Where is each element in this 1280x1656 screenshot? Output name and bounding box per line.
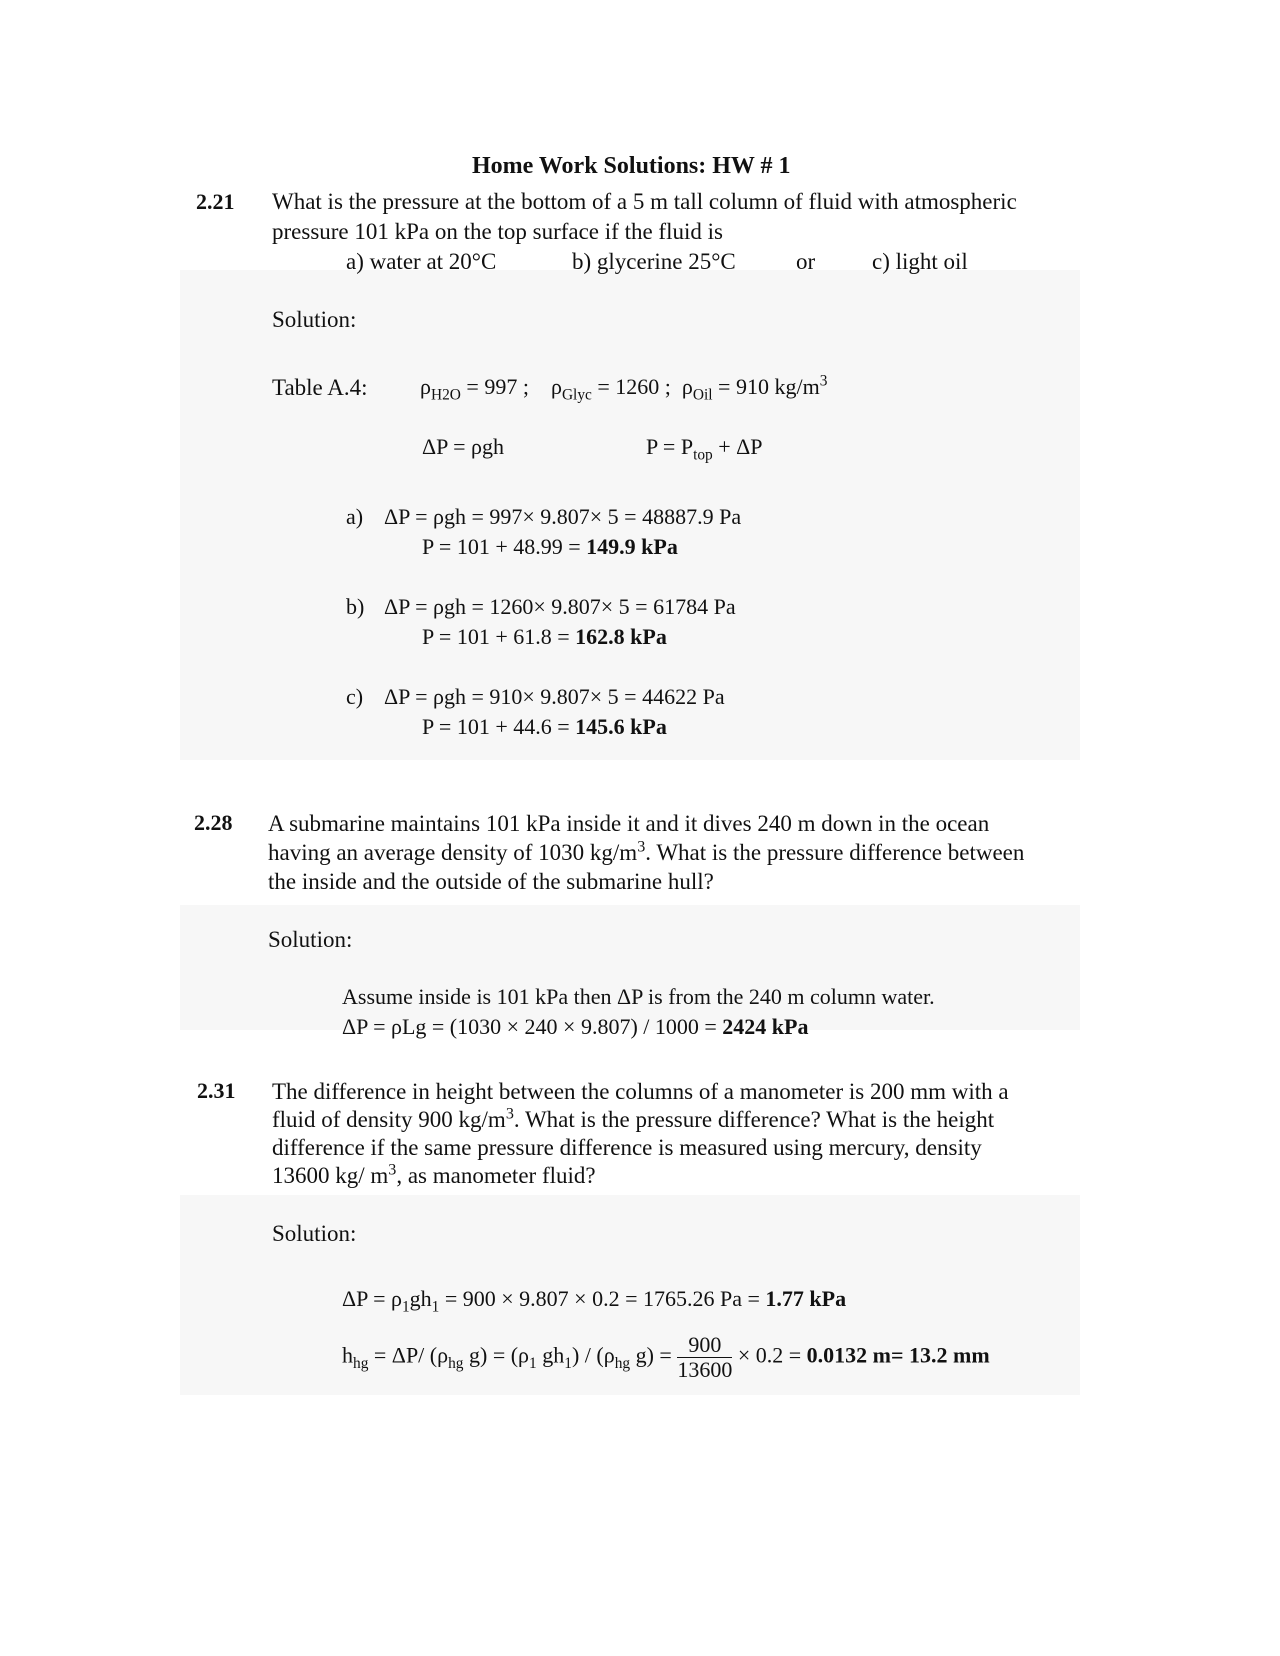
- question-line: The difference in height between the columns of a manometer is 200 mm with a: [272, 1079, 1009, 1104]
- part-a-label: a): [346, 504, 364, 529]
- question-line: 13600 kg/ $m^3$, as manometer fluid?: [272, 1161, 596, 1188]
- fraction: [677, 1333, 732, 1382]
- fraction-denominator: 13600: [677, 1357, 733, 1383]
- problem-number-2-21: 2.21: [196, 189, 235, 214]
- option-c: c) light oil: [872, 249, 968, 274]
- question-line: having an average density of 1030 $kg/m^3$. What is the pressure difference between: [268, 838, 1025, 865]
- table-label: Table A.4:: [272, 375, 368, 400]
- part-c-label: c): [346, 684, 364, 709]
- question-line: pressure 101 kPa on the top surface if the fluid is: [272, 219, 723, 244]
- page-title: Home Work Solutions: HW # 1: [472, 153, 791, 179]
- option-b: b) glycerine 25°C: [572, 249, 736, 274]
- solution-line: ΔP = ρLg = (1030 × 240 × 9.807) / 1000 = 2424 kPa: [342, 1014, 809, 1039]
- solution-label: Solution:: [272, 1221, 357, 1246]
- formula-p-total: $P = P_{top} + \Delta P$: [646, 434, 763, 464]
- question-line: What is the pressure at the bottom of a 5 m tall column of fluid with atmospheric: [272, 189, 1017, 214]
- part-c-line1: ΔP = ρgh = 910× 9.807× 5 = 44622 Pa: [384, 684, 725, 709]
- formula-delta-p: ΔP = ρgh: [422, 434, 504, 459]
- solution-line: Assume inside is 101 kPa then ΔP is from the 240 m column water.: [342, 984, 935, 1009]
- solution-bg-2: [180, 905, 1080, 1030]
- option-a: a) water at 20°C: [346, 249, 497, 274]
- question-line: difference if the same pressure difference is measured using mercury, density: [272, 1135, 982, 1160]
- question-line: the inside and the outside of the submarine hull?: [268, 869, 714, 894]
- part-a-line2: P = 101 + 48.99 = 149.9 kPa: [422, 534, 678, 559]
- solution-label: Solution:: [268, 927, 353, 952]
- part-a-line1: ΔP = ρgh = 997× 9.807× 5 = 48887.9 Pa: [384, 504, 742, 529]
- part-c-line2: P = 101 + 44.6 = 145.6 kPa: [422, 714, 667, 739]
- problem-number-2-28: 2.28: [194, 810, 233, 835]
- equation-delta-p: $\Delta P = \rho_1gh_1 = 900 \times 9.807 \times 0.2 = 1765.26$ Pa = 1.77 kPa: [342, 1286, 847, 1316]
- density-values: $\rho_{H2O} = 997$ ; $\rho_{Glyc} = 1260$ ; $\rho_{Oil} = 910$ $kg/m^3$: [420, 372, 828, 404]
- equation-height-hg: $h_{hg} = \Delta P/$ ($\rho_{hg}$ $g) = (\rho_1$ $gh_1) / (\rho_{hg}$ g) = $\frac{900}{13600}$ × 0.2 = 0.0132 m= 13.2 mm: [342, 1332, 990, 1383]
- solution-label: Solution:: [272, 307, 357, 332]
- option-or: or: [796, 249, 816, 274]
- part-b-label: b): [346, 594, 365, 619]
- fraction-numerator: 900: [688, 1332, 722, 1357]
- problem-number-2-31: 2.31: [197, 1078, 236, 1103]
- question-line: A submarine maintains 101 kPa inside it and it dives 240 m down in the ocean: [268, 811, 990, 836]
- part-b-line2: P = 101 + 61.8 = 162.8 kPa: [422, 624, 667, 649]
- question-line: fluid of density 900 $kg/m^3$. What is the pressure difference? What is the height: [272, 1105, 995, 1132]
- part-b-line1: ΔP = ρgh = 1260× 9.807× 5 = 61784 Pa: [384, 594, 736, 619]
